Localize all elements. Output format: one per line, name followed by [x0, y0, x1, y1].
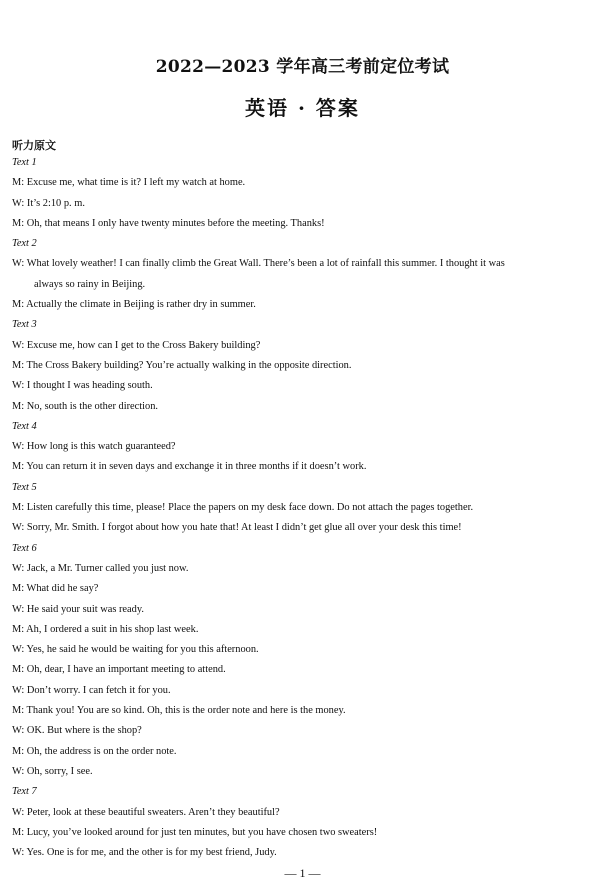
exam-title: 2022—2023 学年高三考前定位考试	[155, 57, 450, 77]
transcript	[12, 153, 597, 863]
dialogue-line-continuation: always so rainy in Beijing.	[34, 278, 146, 290]
dialogue-line: W: It’s 2:10 p. m.	[12, 197, 85, 209]
dialogue-line: W: Excuse me, how can I get to the Cross Bakery building?	[12, 339, 261, 351]
page-number: — 1 —	[284, 866, 321, 880]
dialogue-line: M: Lucy, you’ve looked around for just ten minutes, but you have chosen two sweaters!	[12, 826, 378, 838]
dialogue-line: W: Jack, a Mr. Turner called you just now.	[12, 562, 189, 574]
dialogue-line: M: You can return it in seven days and exchange it in three months if it doesn’t work.	[12, 461, 367, 473]
dialogue-line: M: Actually the climate in Beijing is rather dry in summer.	[12, 299, 256, 311]
answer-subtitle: 英语 · 答案	[245, 96, 360, 120]
text-label: Text 6	[12, 542, 37, 554]
dialogue-line: M: Oh, the address is on the order note.	[12, 745, 177, 757]
dialogue-line: W: Sorry, Mr. Smith. I forgot about how you hate that! At least I didn’t get glue all over your desk this time!	[12, 522, 462, 534]
dialogue-line: W: How long is this watch guaranteed?	[12, 441, 176, 453]
dialogue-line: W: He said your suit was ready.	[12, 603, 144, 615]
dialogue-line: W: What lovely weather! I can finally climb the Great Wall. There’s been a lot of rainfall this summer. I thought it was	[12, 258, 505, 270]
text-label: Text 7	[12, 786, 37, 798]
dialogue-line: W: I thought I was heading south.	[12, 380, 153, 392]
dialogue-line: M: The Cross Bakery building? You’re actually walking in the opposite direction.	[12, 359, 352, 371]
text-label: Text 2	[12, 238, 37, 250]
text-label: Text 1	[12, 157, 37, 168]
dialogue-line: M: No, south is the other direction.	[12, 400, 159, 412]
dialogue-line: W: Yes. One is for me, and the other is for my best friend, Judy.	[12, 847, 277, 859]
dialogue-line: W: OK. But where is the shop?	[12, 725, 142, 737]
dialogue-line: M: Oh, dear, I have an important meeting to attend.	[12, 664, 226, 676]
section-title: 听力原文	[12, 139, 56, 152]
dialogue-line: M: Excuse me, what time is it? I left my watch at home.	[12, 177, 246, 189]
dialogue-line: W: Don’t worry. I can fetch it for you.	[12, 684, 171, 696]
dialogue-line: M: Ah, I ordered a suit in his shop last week.	[12, 623, 199, 635]
dialogue-line: W: Yes, he said he would be waiting for you this afternoon.	[12, 644, 259, 656]
dialogue-line: W: Peter, look at these beautiful sweaters. Aren’t they beautiful?	[12, 806, 280, 818]
dialogue-line: M: Listen carefully this time, please! Place the papers on my desk face down. Do not attach the pages together.	[12, 502, 474, 514]
dialogue-line: M: What did he say?	[12, 583, 99, 595]
text-label: Text 5	[12, 481, 37, 493]
text-label: Text 4	[12, 420, 37, 432]
dialogue-line: W: Oh, sorry, I see.	[12, 765, 93, 777]
dialogue-line: M: Thank you! You are so kind. Oh, this is the order note and here is the money.	[12, 705, 346, 717]
text-label: Text 3	[12, 319, 37, 331]
dialogue-line: M: Oh, that means I only have twenty minutes before the meeting. Thanks!	[12, 217, 325, 229]
